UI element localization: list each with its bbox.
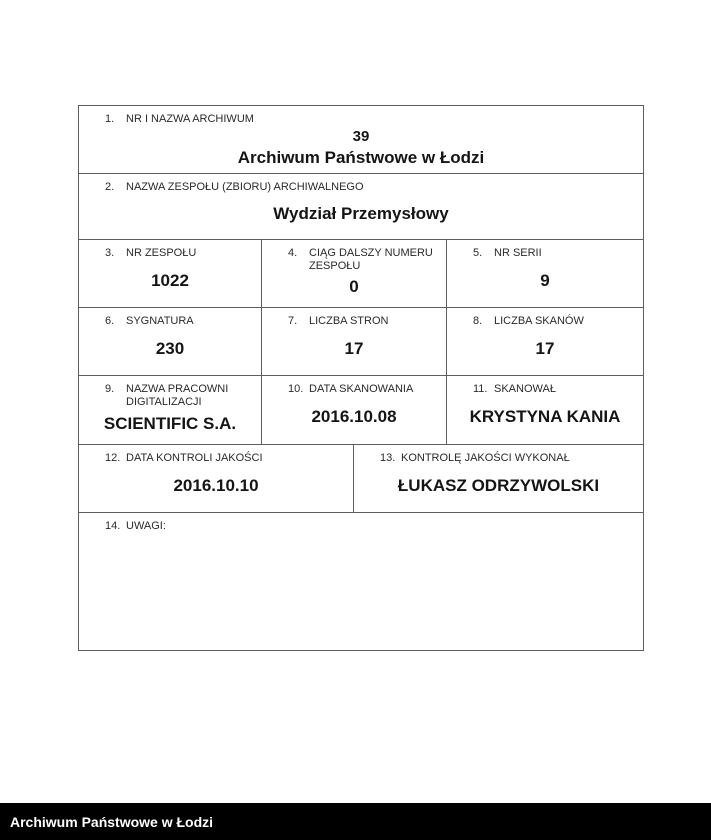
field-2-value-area: [79, 194, 643, 239]
field-9-value-area: [79, 409, 261, 444]
footer-bar: [0, 803, 711, 840]
field-12-label: [79, 445, 353, 465]
field-11-label: [447, 376, 643, 396]
field-12-label-text: DATA KONTROLI JAKOŚCI: [126, 452, 263, 464]
field-5-nr-serii: [446, 240, 643, 307]
row-quality-control: [79, 444, 643, 512]
field-3-nr-zespolu: [79, 240, 261, 307]
field-13-label-text: KONTROLĘ JAKOŚCI WYKONAŁ: [401, 452, 570, 464]
scan-date-value: 2016.10.08: [311, 407, 397, 426]
field-10-number: 10.: [288, 383, 304, 395]
field-11-skanowal: [446, 376, 643, 444]
field-11-label-text: SKANOWAŁ: [494, 383, 556, 395]
fonds-name-value: Wydział Przemysłowy: [273, 203, 449, 223]
field-4-number: 4.: [288, 247, 298, 259]
field-10-label-text: DATA SKANOWANIA: [309, 383, 414, 395]
fonds-number-value: 1022: [151, 270, 189, 290]
field-12-number: 12.: [105, 452, 121, 464]
field-14-value-area: [79, 533, 643, 650]
signature-value: 230: [155, 338, 185, 358]
field-6-label: [79, 308, 261, 328]
field-10-data-skanowania: [261, 376, 446, 444]
field-5-label: [447, 240, 643, 260]
field-6-number: 6.: [105, 315, 115, 327]
field-7-label-text: LICZBA STRON: [309, 315, 389, 327]
field-13-number: 13.: [380, 452, 396, 464]
row-digitization-lab: [79, 375, 643, 444]
field-6-sygnatura: [79, 308, 261, 375]
field-3-label: [79, 240, 261, 260]
archival-metadata-form: [78, 105, 644, 651]
field-7-value-area: [262, 328, 446, 375]
field-1-nr-i-nazwa-archiwum: [79, 106, 643, 173]
field-8-value-area: [447, 328, 643, 375]
field-3-number: 3.: [105, 247, 115, 259]
qc-date-value: 2016.10.10: [173, 475, 259, 495]
field-13-label: [354, 445, 643, 465]
field-6-value-area: [79, 328, 261, 375]
series-number-value: 9: [540, 270, 550, 290]
field-2-label: [79, 174, 643, 194]
field-3-value-area: [79, 260, 261, 307]
field-7-liczba-stron: [261, 308, 446, 375]
field-14-label: [79, 513, 643, 533]
field-14-number: 14.: [105, 520, 121, 532]
field-8-liczba-skanow: [446, 308, 643, 375]
qc-operator-value: ŁUKASZ ODRZYWOLSKI: [397, 475, 600, 495]
field-13-value-area: [354, 465, 643, 512]
field-9-label-text: NAZWA PRACOWNI DIGITALIZACJI: [126, 383, 229, 408]
field-1-value-area: [79, 126, 643, 173]
field-2-nazwa-zespolu: [79, 174, 643, 239]
field-7-number: 7.: [288, 315, 298, 327]
scanner-operator-value: KRYSTYNA KANIA: [469, 407, 621, 426]
row-fonds-name: [79, 173, 643, 239]
field-5-label-text: NR SERII: [494, 247, 542, 259]
digitization-lab-value: SCIENTIFIC S.A.: [103, 413, 237, 433]
field-9-label: [79, 376, 261, 409]
field-1-number: 1.: [105, 113, 115, 125]
field-8-number: 8.: [473, 315, 483, 327]
field-7-label: [262, 308, 446, 328]
field-4-value-area: [262, 273, 446, 307]
field-2-number: 2.: [105, 181, 115, 193]
field-12-value-area: [79, 465, 353, 512]
field-13-kontrole-wykonal: [353, 445, 643, 512]
field-14-uwagi: [79, 513, 643, 650]
field-9-nazwa-pracowni: [79, 376, 261, 444]
field-14-label-text: UWAGI:: [126, 520, 166, 532]
archive-number-value: 39: [352, 128, 370, 145]
field-8-label: [447, 308, 643, 328]
field-8-label-text: LICZBA SKANÓW: [494, 315, 584, 327]
field-4-label-text: CIĄG DALSZY NUMERU ZESPOŁU: [309, 247, 433, 272]
field-1-label-text: NR I NAZWA ARCHIWUM: [126, 113, 254, 125]
field-4-ciag-dalszy-numeru: [261, 240, 446, 307]
field-11-number: 11.: [473, 383, 488, 395]
archive-name-value: Archiwum Państwowe w Łodzi: [237, 148, 485, 167]
field-2-label-text: NAZWA ZESPOŁU (ZBIORU) ARCHIWALNEGO: [126, 181, 364, 193]
field-9-number: 9.: [105, 383, 115, 395]
row-remarks: [79, 512, 643, 650]
scan-count-value: 17: [535, 338, 555, 358]
field-3-label-text: NR ZESPOŁU: [126, 247, 197, 259]
row-fonds-numbers: [79, 239, 643, 307]
field-11-value-area: [447, 396, 643, 444]
footer-archive-name: Archiwum Państwowe w Łodzi: [10, 813, 214, 830]
field-10-label: [262, 376, 446, 396]
field-12-data-kontroli: [79, 445, 353, 512]
field-5-number: 5.: [473, 247, 483, 259]
page-count-value: 17: [344, 338, 364, 358]
row-archive: [79, 106, 643, 173]
field-10-value-area: [262, 396, 446, 444]
row-signature-pages-scans: [79, 307, 643, 375]
fonds-number-continuation-value: 0: [349, 277, 359, 296]
field-4-label: [262, 240, 446, 273]
field-1-label: [79, 106, 643, 126]
field-6-label-text: SYGNATURA: [126, 315, 194, 327]
field-5-value-area: [447, 260, 643, 307]
